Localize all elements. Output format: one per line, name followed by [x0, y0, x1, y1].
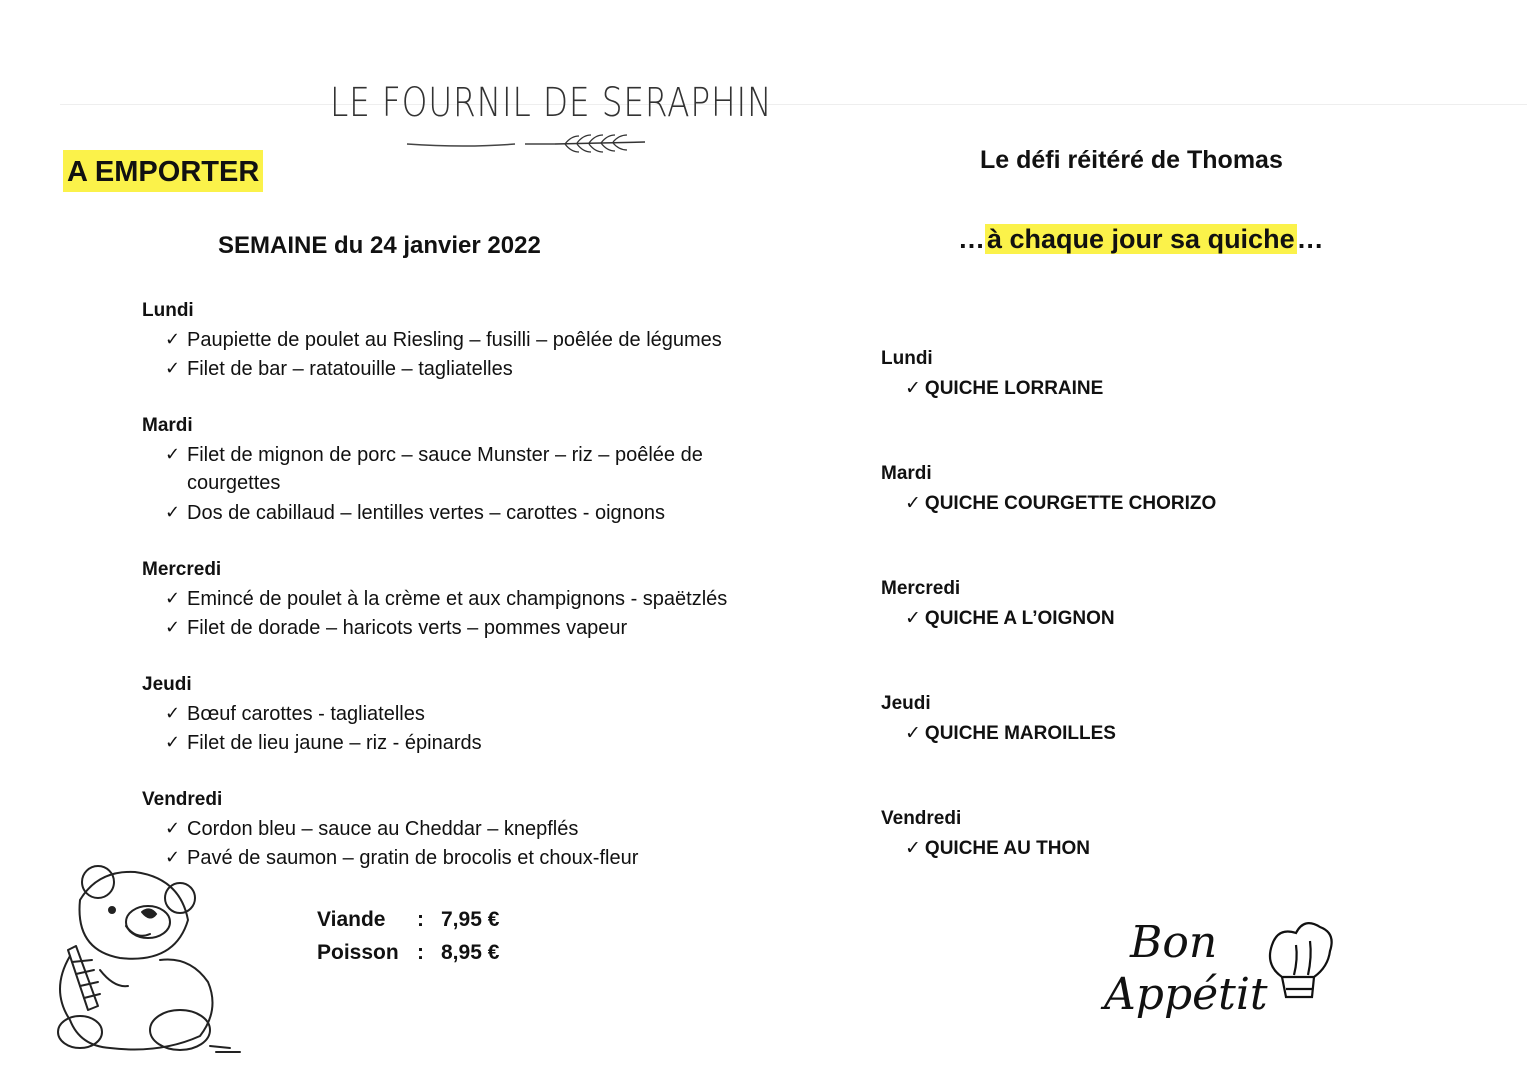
dish-text: Filet de bar – ratatouille – tagliatelles [187, 358, 513, 380]
price-label: Poisson [317, 941, 399, 964]
check-icon: ✓ [905, 607, 921, 629]
quiche-day-friday: Vendredi [881, 808, 962, 829]
quiche-name: QUICHE A L’OIGNON [924, 608, 1115, 629]
price-meat [317, 908, 499, 932]
day-label-tuesday: Mardi [142, 415, 193, 436]
check-icon: ✓ [165, 588, 181, 609]
check-icon: ✓ [165, 617, 181, 638]
dish-text: Cordon bleu – sauce au Cheddar – knepflés [187, 818, 579, 840]
quiche-day-thursday: Jeudi [881, 693, 931, 714]
quiche-name: QUICHE COURGETTE CHORIZO [924, 493, 1217, 514]
dish-item [165, 700, 787, 728]
quiche-day-monday: Lundi [881, 348, 933, 369]
check-icon: ✓ [165, 818, 181, 839]
dish-item [165, 585, 787, 613]
week-title: SEMAINE du 24 janvier 2022 [218, 232, 541, 259]
bon-appetit-line1: Bon [1130, 917, 1218, 968]
price-separator: : [417, 908, 424, 931]
bon-appetit-line2: Appétit [1104, 969, 1268, 1020]
check-icon: ✓ [905, 492, 921, 514]
check-icon: ✓ [905, 722, 921, 744]
price-value: 8,95 € [441, 941, 500, 964]
day-label-wednesday: Mercredi [142, 559, 222, 580]
challenge-title: Le défi réitéré de Thomas [980, 146, 1283, 174]
chef-hat-icon [1270, 923, 1332, 997]
quiche-item [905, 722, 1116, 745]
teddy-bear-illustration [40, 860, 250, 1060]
dish-item [165, 729, 787, 757]
dish-item [165, 355, 787, 383]
check-icon: ✓ [165, 502, 181, 523]
quiche-item [905, 377, 1103, 400]
dish-text: Filet de mignon de porc – sauce Munster – riz – poêlée de courgettes [187, 444, 703, 494]
day-label-monday: Lundi [142, 300, 194, 321]
dish-item [165, 815, 787, 843]
price-separator: : [417, 941, 424, 964]
quiche-name: QUICHE AU THON [924, 838, 1090, 859]
takeaway-tag: A EMPORTER [63, 150, 263, 192]
check-icon: ✓ [165, 358, 181, 379]
quiche-name: QUICHE LORRAINE [924, 378, 1104, 399]
quiche-day-wednesday: Mercredi [881, 578, 961, 599]
quiche-item [905, 492, 1216, 515]
dish-text: Filet de lieu jaune – riz - épinards [187, 732, 482, 754]
bon-appetit-logo [1100, 905, 1340, 1035]
quiche-item [905, 607, 1115, 630]
check-icon: ✓ [165, 444, 181, 465]
day-label-friday: Vendredi [142, 789, 223, 810]
dish-item [165, 441, 747, 497]
dish-text: Dos de cabillaud – lentilles vertes – carottes - oignons [187, 502, 666, 524]
scan-divider-line [60, 104, 1527, 105]
check-icon: ✓ [165, 732, 181, 753]
wheat-icon [405, 132, 650, 154]
quiche-item [905, 837, 1090, 860]
ellipsis-start: … [958, 224, 985, 254]
dish-text: Paupiette de poulet au Riesling – fusilli – poêlée de légumes [187, 329, 722, 351]
bakery-logo-text: LE FOURNIL DE SERAPHIN [330, 80, 773, 126]
check-icon: ✓ [905, 377, 921, 399]
check-icon: ✓ [165, 329, 181, 350]
day-label-thursday: Jeudi [142, 674, 192, 695]
ellipsis-end: … [1296, 224, 1324, 254]
dish-item [165, 614, 787, 642]
price-label: Viande [317, 908, 386, 931]
dish-text: Pavé de saumon – gratin de brocolis et choux-fleur [187, 847, 639, 869]
dish-item [165, 326, 787, 354]
quiche-day-tuesday: Mardi [881, 463, 932, 484]
dish-item [165, 844, 787, 872]
dish-item [165, 499, 787, 527]
check-icon: ✓ [905, 837, 921, 859]
check-icon: ✓ [165, 703, 181, 724]
dish-text: Emincé de poulet à la crème et aux champignons - spaëtzlés [187, 588, 728, 610]
dish-text: Bœuf carottes - tagliatelles [187, 703, 425, 725]
check-icon: ✓ [165, 847, 181, 868]
price-fish [317, 941, 499, 965]
challenge-subtitle [958, 218, 1324, 260]
quiche-name: QUICHE MAROILLES [924, 723, 1116, 744]
challenge-subtitle-text: à chaque jour sa quiche [987, 224, 1295, 254]
price-value: 7,95 € [441, 908, 500, 931]
dish-text: Filet de dorade – haricots verts – pommes vapeur [187, 617, 628, 639]
